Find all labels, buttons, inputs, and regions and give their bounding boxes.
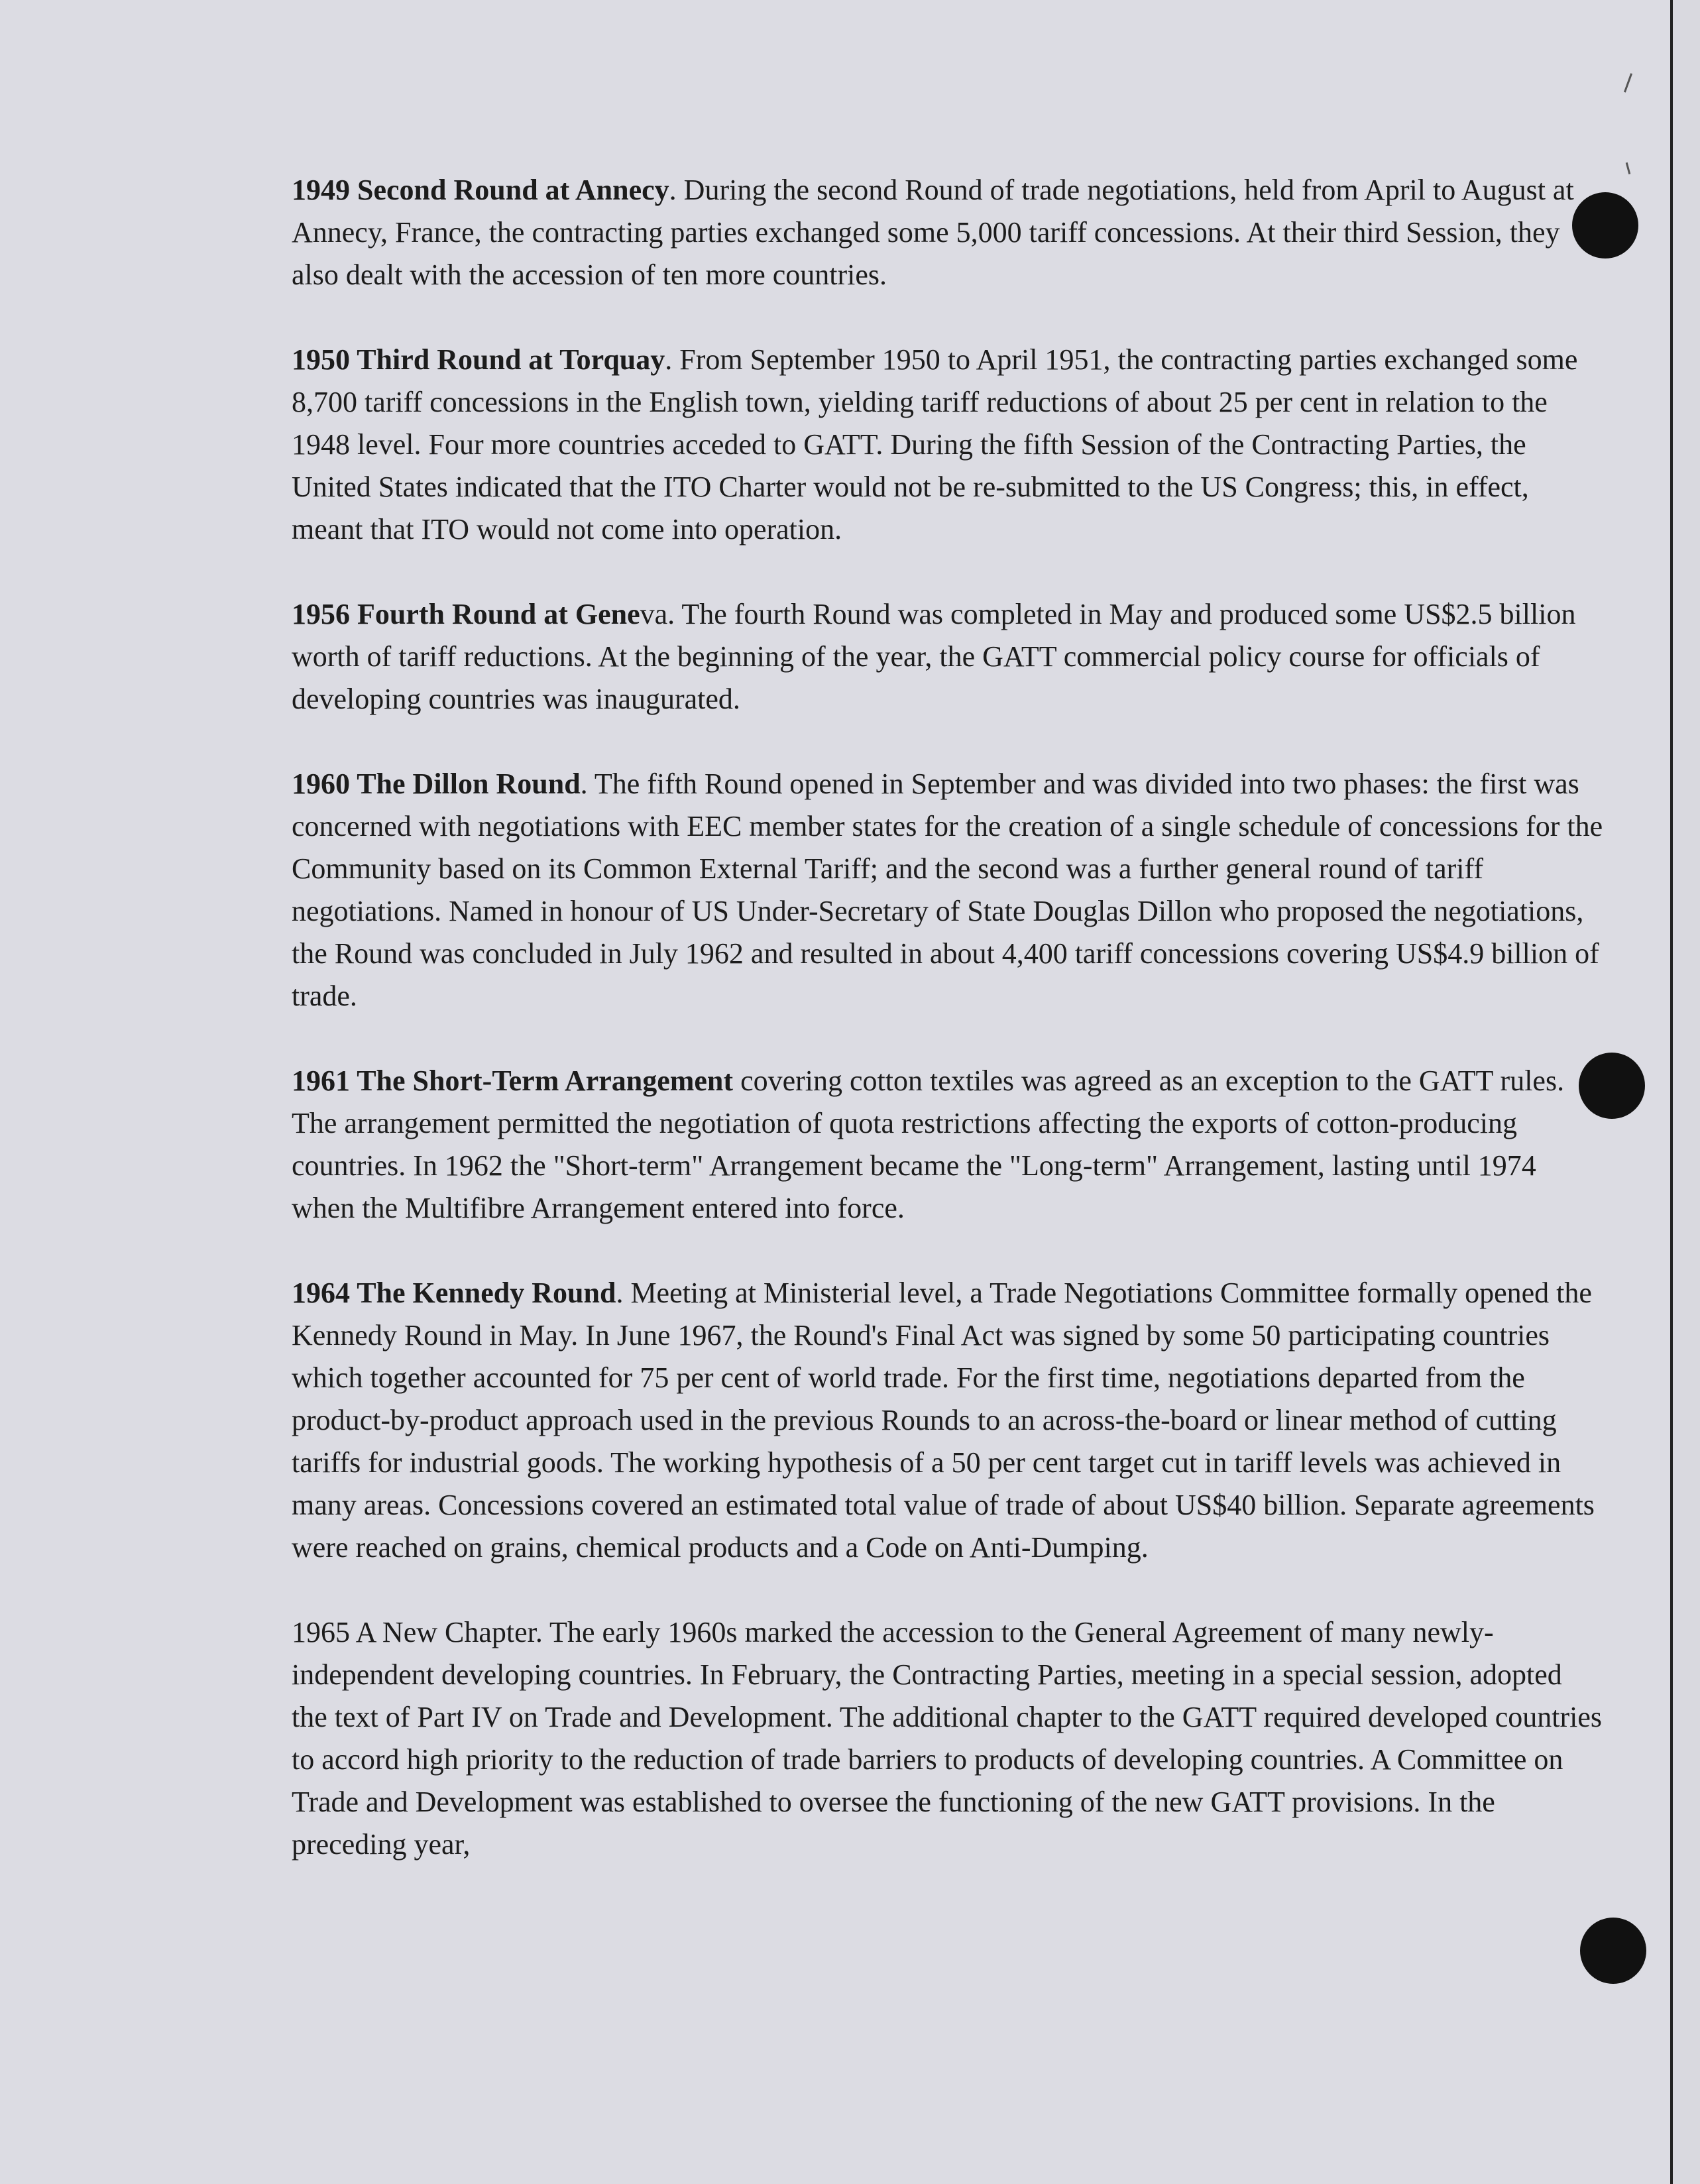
entry-1964-kennedy-round [292, 1272, 1604, 1569]
entry-text: . Meeting at Ministerial level, a Trade Negotiations Committee formally opened the Kennedy Round in May. In June 1967, the Round's Final Act was signed by some 50 participating countries which together accounted for 75 per cent of world trade. For the first time, negotiations departed from the product-by-product approach used in the previous Rounds to an across-the-board or linear method of cutting tariffs for industrial goods. The working hypothesis of a 50 per cent target cut in tariff levels was achieved in many areas. Concessions covered an estimated total value of trade of about US$40 billion. Separate agreements were reached on grains, chemical products and a Code on Anti-Dumping. [292, 1277, 1595, 1564]
punch-hole-mark [1572, 192, 1638, 259]
entry-1950-torquay [292, 339, 1604, 551]
entry-heading: 1950 Third Round at Torquay [292, 343, 665, 376]
scan-speck [1624, 73, 1632, 92]
document-body [292, 169, 1604, 1908]
punch-hole-mark [1579, 1053, 1645, 1119]
entry-heading: 1961 The Short-Term Arrangement [292, 1064, 734, 1097]
entry-text: . From September 1950 to April 1951, the contracting parties exchanged some 8,700 tariff concessions in the English town, yielding tariff reductions of about 25 per cent in relation to the 1948 level. Four more countries acceded to GATT. During the fifth Session of the Contracting Parties, the United States indicated that the ITO Charter would not be re-submitted to the US Congress; this, in effect, meant that ITO would not come into operation. [292, 343, 1578, 546]
entry-heading: 1964 The Kennedy Round [292, 1277, 616, 1309]
scan-speck [1626, 162, 1631, 174]
entry-heading: 1949 Second Round at Annecy [292, 174, 669, 206]
entry-heading: 1956 Fourth Round at Gene [292, 598, 640, 630]
entry-text: covering cotton textiles was agreed as an exception to the GATT rules. The arrangement permitted the negotiation of quota restrictions affecting the exports of cotton-producing countries. In 1962 the "Short-term" Arrangement became the "Long-term" Arrangement, lasting until 1974 when the Multifibre Arrangement entered into force. [292, 1064, 1565, 1224]
entry-text: va. The fourth Round was completed in May and produced some US$2.5 billion worth of tariff reductions. At the beginning of the year, the GATT commercial policy course for officials of developing countries was inaugurated. [292, 598, 1576, 715]
entry-1965-new-chapter [292, 1611, 1604, 1866]
punch-hole-mark [1580, 1918, 1646, 1984]
entry-1961-short-term-arrangement [292, 1060, 1604, 1230]
entry-1949-annecy [292, 169, 1604, 296]
entry-1960-dillon-round [292, 763, 1604, 1017]
entry-text: . During the second Round of trade negotiations, held from April to August at Annecy, France, the contracting parties exchanged some 5,000 tariff concessions. At their third Session, they also dealt with the accession of ten more countries. [292, 174, 1574, 291]
entry-text: 1965 A New Chapter. The early 1960s marked the accession to the General Agreement of many newly-independent developing countries. In February, the Contracting Parties, meeting in a special session, adopted the text of Part IV on Trade and Development. The additional chapter to the GATT required developed countries to accord high priority to the reduction of trade barriers to products of developing countries. A Committee on Trade and Development was established to oversee the functioning of the new GATT provisions. In the preceding year, [292, 1616, 1603, 1861]
entry-heading: 1960 The Dillon Round [292, 768, 581, 800]
entry-1956-geneva [292, 593, 1604, 720]
entry-text: . The fifth Round opened in September and was divided into two phases: the first was concerned with negotiations with EEC member states for the creation of a single schedule of concessions for the Community based on its Common External Tariff; and the second was a further general round of tariff negotiations. Named in honour of US Under-Secretary of State Douglas Dillon who proposed the negotiations, the Round was concluded in July 1962 and resulted in about 4,400 tariff concessions covering US$4.9 billion of trade. [292, 768, 1603, 1012]
